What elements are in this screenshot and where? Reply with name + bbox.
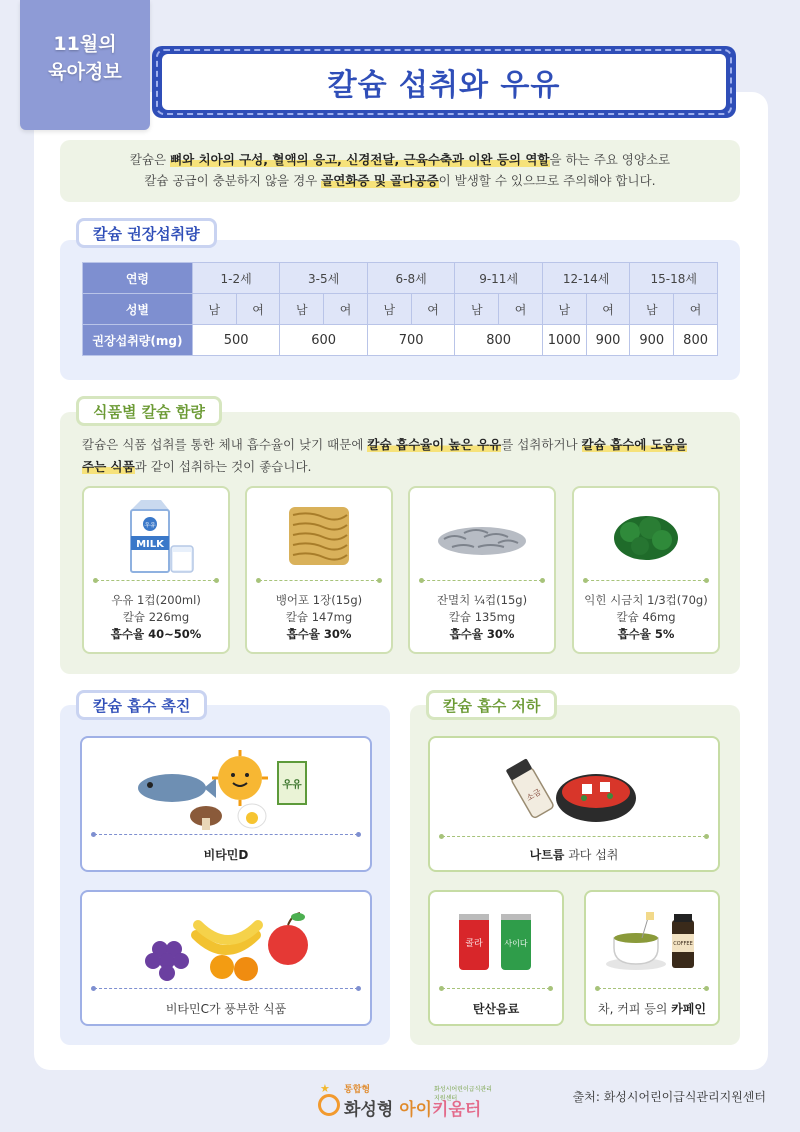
logo-main-text xyxy=(344,1095,481,1120)
caffeine-label-bold: 카페인 xyxy=(671,1002,706,1016)
age-cell: 9-11세 xyxy=(455,263,543,294)
food-card-milk xyxy=(82,486,230,654)
food-absorb: 흡수율 30% xyxy=(286,627,352,641)
intake-cell: 800 xyxy=(674,325,718,356)
section-title-intake xyxy=(76,218,217,248)
desc-highlight: 칼슘 흡수율이 높은 우유 xyxy=(367,437,502,452)
vitamin-d-label: 비타민D xyxy=(203,848,249,862)
section-title-text: 칼슘 흡수 저하 xyxy=(443,696,541,715)
vitamin-d-foods-icon xyxy=(136,748,316,834)
food-name: 뱅어포 1장(15g) xyxy=(275,593,363,607)
section-title-text: 식품별 칼슘 함량 xyxy=(93,402,205,421)
section-title-text: 칼슘 흡수 촉진 xyxy=(93,696,191,715)
desc-text: 칼슘은 식품 섭취를 통한 체내 흡수율이 낮기 때문에 xyxy=(82,437,368,452)
sex-cell: 여 xyxy=(236,294,280,325)
tea-coffee-icon xyxy=(602,908,702,974)
intake-cell: 1000 xyxy=(542,325,586,356)
month-tag-line1: 11월의 xyxy=(53,33,117,55)
age-cell: 3-5세 xyxy=(280,263,368,294)
section-title-food xyxy=(76,396,222,426)
sex-cell: 남 xyxy=(280,294,324,325)
desc-text: 과 같이 섭취하는 것이 좋습니다. xyxy=(134,459,312,474)
food-absorb: 흡수율 30% xyxy=(449,627,515,641)
title-banner xyxy=(152,46,736,118)
vitamin-c-fruits-icon xyxy=(136,905,316,985)
sex-cell: 여 xyxy=(674,294,718,325)
intake-table xyxy=(82,262,718,356)
food-calcium: 칼슘 147mg xyxy=(285,610,353,624)
food-calcium: 칼슘 226mg xyxy=(122,610,190,624)
row-label-intake: 권장섭취량(mg) xyxy=(83,325,193,356)
intake-cell: 700 xyxy=(367,325,455,356)
intake-cell: 500 xyxy=(192,325,280,356)
section-title-absorb-down xyxy=(426,690,557,720)
intro-text-part: 칼슘은 xyxy=(129,152,171,167)
vitamin-d-box xyxy=(80,736,372,872)
intro-highlight: 골연화증 및 골다공증 xyxy=(321,173,439,188)
vitamin-c-label: 비타민C가 풍부한 식품 xyxy=(165,1002,287,1016)
spinach-icon xyxy=(606,506,686,566)
food-name: 우유 1컵(200ml) xyxy=(111,593,201,607)
dairy-pack-label: 우유 xyxy=(282,780,302,791)
soda-label: 탄산음료 xyxy=(472,1002,520,1016)
soda-box xyxy=(428,890,564,1026)
sodium-stew-icon xyxy=(504,746,644,836)
food-calcium: 칼슘 135mg xyxy=(448,610,516,624)
table-row xyxy=(83,325,718,356)
caffeine-box xyxy=(584,890,720,1026)
food-calcium: 칼슘 46mg xyxy=(616,610,676,624)
sex-cell: 남 xyxy=(192,294,236,325)
month-tag-line2: 육아정보 xyxy=(48,61,122,83)
dried-fish-sheet-icon xyxy=(279,501,359,571)
sex-cell: 남 xyxy=(455,294,499,325)
intro-text-part: 을 하는 주요 영양소로 xyxy=(549,152,671,167)
intro-text xyxy=(60,140,740,202)
logo-main-part: 키움터 xyxy=(432,1100,482,1120)
desc-text: 를 섭취하거나 xyxy=(501,437,582,452)
source-text: 출처: 화성시어린이급식관리지원센터 xyxy=(572,1090,766,1104)
row-label-age: 연령 xyxy=(83,263,193,294)
intro-text-part: 칼슘 공급이 충분하지 않을 경우 xyxy=(144,173,322,188)
anchovy-icon xyxy=(434,511,530,561)
sex-cell: 남 xyxy=(367,294,411,325)
desc-highlight: 칼슘 흡수에 도움을 xyxy=(581,437,687,452)
caffeine-label: 차, 커피 등의 xyxy=(598,1002,672,1016)
sodium-label-bold: 나트륨 xyxy=(529,848,565,862)
sodium-box xyxy=(428,736,720,872)
intake-cell: 800 xyxy=(455,325,543,356)
age-cell: 1-2세 xyxy=(192,263,280,294)
logo-small-text: 통합형 xyxy=(344,1085,371,1095)
intake-cell: 900 xyxy=(586,325,630,356)
desc-highlight: 주는 식품 xyxy=(82,459,135,474)
food-name: 익힌 시금치 1/3컵(70g) xyxy=(584,593,708,607)
age-cell: 15-18세 xyxy=(630,263,718,294)
sex-cell: 여 xyxy=(586,294,630,325)
milk-carton-text: 우유 xyxy=(144,522,156,529)
page-title: 칼슘 섭취와 우유 xyxy=(327,68,561,103)
section-title-absorb-up xyxy=(76,690,207,720)
food-card-spinach xyxy=(572,486,720,654)
milk-icon xyxy=(111,496,201,576)
intro-text-part: 이 발생할 수 있으므로 주의해야 합니다. xyxy=(438,173,656,188)
table-row xyxy=(83,294,718,325)
cola-label: 콜라 xyxy=(465,939,483,949)
row-label-sex: 성별 xyxy=(83,294,193,325)
sex-cell: 여 xyxy=(411,294,455,325)
food-name: 잔멸치 ¼컵(15g) xyxy=(436,593,528,607)
food-description xyxy=(82,434,722,478)
age-cell: 12-14세 xyxy=(542,263,630,294)
sex-cell: 남 xyxy=(630,294,674,325)
sodium-label: 과다 섭취 xyxy=(564,848,619,862)
intro-highlight: 뼈와 치아의 구성, 혈액의 응고, 신경전달, 근육수축과 이완 등의 역할 xyxy=(170,152,550,167)
vitamin-c-box xyxy=(80,890,372,1026)
food-card-dried-fish xyxy=(245,486,393,654)
food-absorb: 흡수율 40~50% xyxy=(110,627,202,641)
section-title-text: 칼슘 권장섭취량 xyxy=(93,224,200,243)
food-card-anchovy xyxy=(408,486,556,654)
logo-small-text-2: 화성시어린이급식관리지원센터 xyxy=(434,1086,492,1102)
star-icon: ★ xyxy=(320,1082,330,1095)
milk-label: MILK xyxy=(136,539,164,550)
intake-cell: 600 xyxy=(280,325,368,356)
soda-cans-icon xyxy=(451,908,541,974)
age-cell: 6-8세 xyxy=(367,263,455,294)
intake-cell: 900 xyxy=(630,325,674,356)
food-absorb: 흡수율 5% xyxy=(617,627,675,641)
logo-main-part: 아이 xyxy=(399,1100,433,1120)
footer-logo xyxy=(316,1078,496,1126)
salt-shaker-label: 소금 xyxy=(524,787,543,803)
month-tag xyxy=(20,0,150,130)
sex-cell: 여 xyxy=(499,294,543,325)
sex-cell: 남 xyxy=(542,294,586,325)
logo-main-part: 화성형 xyxy=(344,1100,400,1120)
sex-cell: 여 xyxy=(324,294,368,325)
smile-face-icon xyxy=(318,1094,340,1116)
coffee-can-label: COFFEE xyxy=(673,941,693,947)
cider-label: 사이다 xyxy=(504,939,528,948)
table-row xyxy=(83,263,718,294)
